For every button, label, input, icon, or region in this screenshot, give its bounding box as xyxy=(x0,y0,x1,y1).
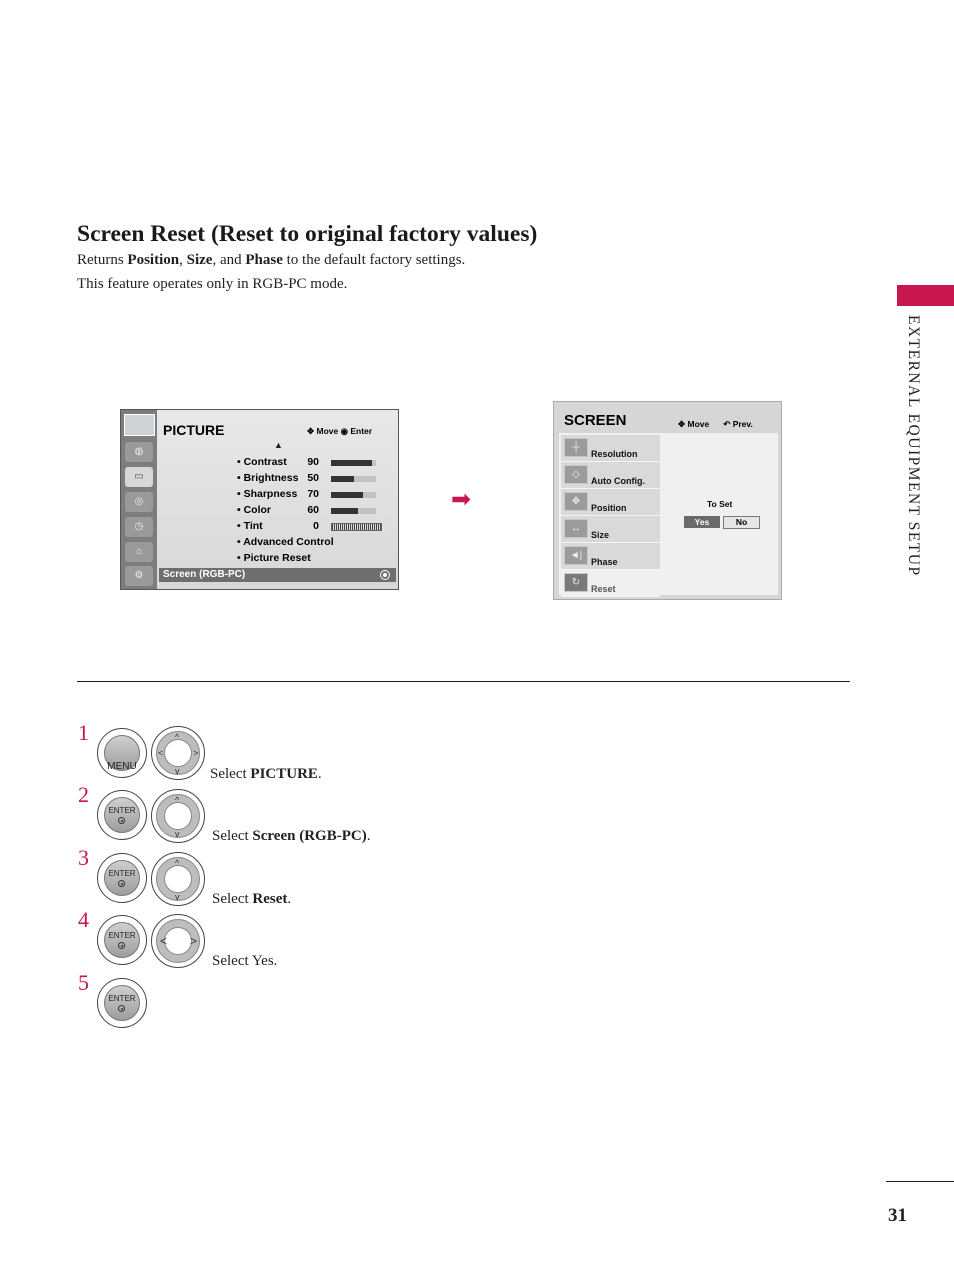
nav-center xyxy=(164,739,192,767)
step-number: 3 xyxy=(78,845,89,870)
section-tab-marker xyxy=(897,285,954,306)
enter-dot-icon xyxy=(118,942,125,949)
menu-button-graphic xyxy=(97,728,147,778)
sharpness-bar-fill xyxy=(331,492,363,498)
enter-dot-icon xyxy=(118,1005,125,1012)
chevron-left-icon: < xyxy=(158,748,164,758)
help-move-text: Move xyxy=(687,419,710,429)
prev-icon: ↶ xyxy=(723,419,733,429)
section-divider xyxy=(77,681,850,682)
globe-icon: ◍ xyxy=(125,442,153,462)
selected-item-label: Screen (RGB-PC) xyxy=(163,569,246,580)
picture-menu-icon-column xyxy=(121,410,157,589)
tint-bar xyxy=(331,523,382,531)
tv-icon xyxy=(124,414,155,436)
resolution-icon: ┼ xyxy=(564,438,588,457)
screen-item-label: Phase xyxy=(591,557,618,567)
nav-center xyxy=(164,865,192,893)
step-number: 2 xyxy=(78,782,89,807)
screen-item-position xyxy=(561,489,660,516)
picture-menu-title: PICTURE xyxy=(163,422,225,438)
menu-button-label: MENU xyxy=(107,761,137,772)
no-button: No xyxy=(723,516,760,529)
contrast-bar xyxy=(331,460,376,466)
enter-button-face xyxy=(104,797,140,833)
step-number: 5 xyxy=(78,970,89,995)
screen-item-reset-selected xyxy=(561,570,660,597)
intro-phase: Phase xyxy=(245,252,283,268)
step-text-bold: Screen (RGB-PC) xyxy=(252,828,367,844)
intro-text: Returns xyxy=(77,252,128,268)
position-icon: ✥ xyxy=(564,492,588,511)
menu-item-screen-rgb-pc-selected xyxy=(159,568,396,582)
screen-item-label: Resolution xyxy=(591,449,638,459)
audio-icon: ◎ xyxy=(125,492,153,512)
right-arrow-icon: ➡ xyxy=(451,486,472,513)
help-prev-text: Prev. xyxy=(732,419,753,429)
enter-button-label: ENTER xyxy=(108,806,136,815)
step-text-suffix: . xyxy=(287,891,292,907)
menu-item-brightness: • Brightness xyxy=(237,472,299,484)
sharpness-value: 70 xyxy=(307,488,319,500)
chevron-up-icon: ^ xyxy=(175,732,180,742)
color-value: 60 xyxy=(307,504,319,516)
enter-button-face xyxy=(104,985,140,1021)
enter-button-face xyxy=(104,860,140,896)
screen-menu-screenshot xyxy=(553,401,782,600)
move-icon: ✥ xyxy=(307,426,317,436)
chevron-left-icon: < xyxy=(160,934,168,948)
section-side-label: EXTERNAL EQUIPMENT SETUP xyxy=(905,315,922,577)
menu-item-contrast: • Contrast xyxy=(237,456,287,468)
screen-item-resolution xyxy=(561,435,660,462)
enter-button-graphic xyxy=(97,853,147,903)
intro-line-1 xyxy=(77,252,465,269)
enter-dot-icon xyxy=(118,880,125,887)
chevron-right-icon: > xyxy=(193,748,199,758)
step-4-text xyxy=(212,953,277,970)
clock-icon: ◷ xyxy=(125,517,153,537)
step-text-suffix: . xyxy=(317,766,322,782)
screen-menu-help xyxy=(678,419,753,430)
enter-button-label: ENTER xyxy=(108,931,136,940)
page-title: Screen Reset (Reset to original factory values) xyxy=(77,221,538,247)
enter-icon xyxy=(380,570,390,580)
sharpness-bar xyxy=(331,492,376,498)
menu-item-color: • Color xyxy=(237,504,272,516)
picture-icon: ▭ xyxy=(125,467,153,487)
auto-config-icon: ◇ xyxy=(564,465,588,484)
picture-help-text: Move ◉ Enter xyxy=(316,426,373,436)
step-text-bold: Reset xyxy=(252,891,288,907)
picture-menu-help xyxy=(307,426,372,437)
screen-item-phase xyxy=(561,543,660,570)
menu-item-advanced-control: • Advanced Control xyxy=(237,536,334,548)
move-icon: ✥ xyxy=(678,419,688,429)
screen-item-label: Auto Config. xyxy=(591,476,645,486)
step-text-bold: PICTURE xyxy=(250,766,318,782)
scroll-up-icon: ▲ xyxy=(274,440,283,450)
screen-item-label: Reset xyxy=(591,584,616,594)
step-text-suffix: . xyxy=(366,828,371,844)
chevron-up-icon: ^ xyxy=(175,795,180,805)
enter-button-label: ENTER xyxy=(108,869,136,878)
chevron-down-icon: v xyxy=(175,766,180,776)
footer-rule xyxy=(886,1181,954,1182)
brightness-bar-fill xyxy=(331,476,354,482)
enter-button-face xyxy=(104,922,140,958)
step-number: 1 xyxy=(78,720,89,745)
four-way-nav-icon xyxy=(151,726,205,780)
option-icon: ⚙ xyxy=(125,566,153,586)
screen-item-size xyxy=(561,516,660,543)
screen-menu-header xyxy=(554,402,781,433)
size-icon: ↔ xyxy=(564,519,588,538)
color-bar xyxy=(331,508,376,514)
chevron-up-icon: ^ xyxy=(175,858,180,868)
contrast-bar-fill xyxy=(331,460,372,466)
contrast-value: 90 xyxy=(307,456,319,468)
nav-center xyxy=(164,927,192,955)
yes-button: Yes xyxy=(684,516,720,528)
intro-position: Position xyxy=(127,252,180,268)
menu-item-picture-reset: • Picture Reset xyxy=(237,552,311,564)
picture-menu-panel xyxy=(157,410,398,589)
enter-button-graphic xyxy=(97,790,147,840)
step-text-prefix: Select Yes. xyxy=(212,953,278,969)
screen-item-auto-config xyxy=(561,462,660,489)
left-right-nav-icon xyxy=(151,914,205,968)
nav-center xyxy=(164,802,192,830)
brightness-bar xyxy=(331,476,376,482)
up-down-nav-icon xyxy=(151,852,205,906)
step-text-prefix: Select xyxy=(212,828,253,844)
color-bar-fill xyxy=(331,508,358,514)
menu-item-tint: • Tint xyxy=(237,520,263,532)
lock-icon: ⌂ xyxy=(125,542,153,562)
chevron-down-icon: v xyxy=(175,892,180,902)
enter-dot-icon xyxy=(118,817,125,824)
step-1-text xyxy=(210,766,322,783)
enter-button-graphic xyxy=(97,915,147,965)
page-number: 31 xyxy=(888,1205,907,1226)
menu-item-sharpness: • Sharpness xyxy=(237,488,298,500)
intro-line-2: This feature operates only in RGB-PC mode. xyxy=(77,276,348,292)
step-number: 4 xyxy=(78,907,89,932)
intro-text: , and xyxy=(212,252,246,268)
screen-item-label: Size xyxy=(591,530,610,540)
step-2-text xyxy=(212,828,370,845)
step-3-text xyxy=(212,891,291,908)
intro-text: , xyxy=(179,252,187,268)
picture-menu-screenshot xyxy=(120,409,399,590)
chevron-right-icon: > xyxy=(190,934,198,948)
intro-text: to the default factory settings. xyxy=(282,252,466,268)
enter-button-label: ENTER xyxy=(108,994,136,1003)
screen-item-label: Position xyxy=(591,503,627,513)
reset-icon: ↻ xyxy=(564,573,588,592)
intro-size: Size xyxy=(186,252,213,268)
brightness-value: 50 xyxy=(307,472,319,484)
screen-menu-body xyxy=(559,433,778,595)
enter-button-graphic xyxy=(97,978,147,1028)
to-set-label: To Set xyxy=(707,499,733,509)
chevron-down-icon: v xyxy=(175,829,180,839)
screen-menu-title: SCREEN xyxy=(564,412,627,429)
phase-icon: ◄| xyxy=(564,546,588,565)
step-text-prefix: Select xyxy=(212,891,253,907)
step-text-prefix: Select xyxy=(210,766,251,782)
up-down-nav-icon xyxy=(151,789,205,843)
tint-value: 0 xyxy=(313,520,319,532)
